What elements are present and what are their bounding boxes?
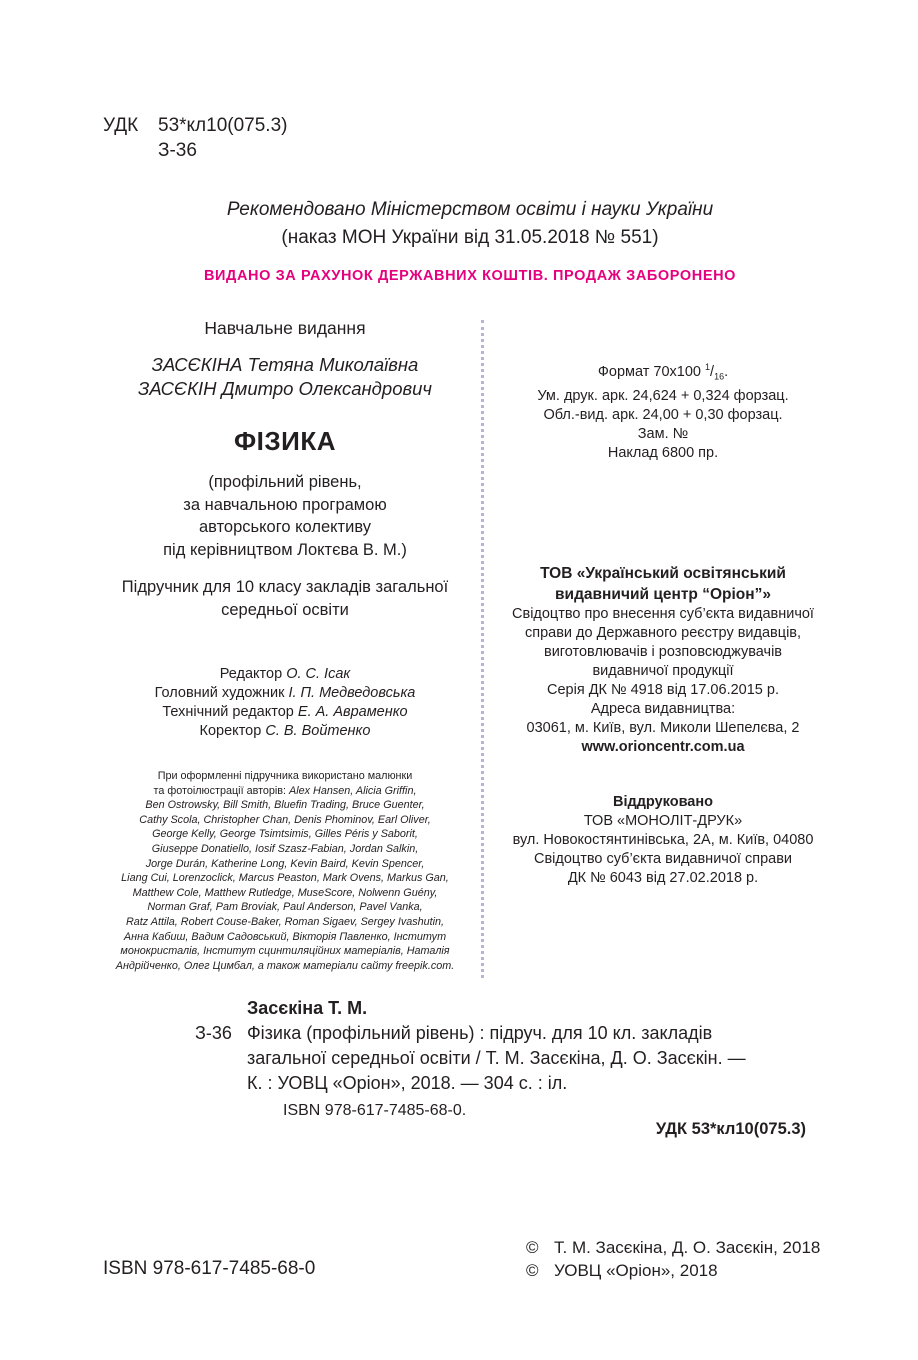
staff-name: С. В. Войтенко — [265, 723, 371, 739]
printed-label: Віддруковано — [613, 793, 713, 810]
format-line: Формат 70х100 $^1/_{16}$. — [597, 362, 729, 382]
format-numerator: 1 — [705, 362, 711, 372]
staff-role: Коректор — [199, 723, 262, 739]
credits-line: Matthew Cole, Matthew Rutledge, MuseScore, Nolwenn Guény, — [132, 886, 438, 899]
publisher-name — [488, 563, 838, 605]
card-line: К. : УОВЦ «Оріон», 2018. — 304 с. : іл. — [247, 1073, 568, 1093]
recommendation-order: (наказ МОН України від 31.05.2018 № 551) — [281, 227, 659, 248]
recommendation — [140, 196, 800, 252]
udk-label: УДК — [103, 115, 139, 136]
credits-line: монокристалів, Інститут сцинтиляційних матеріалів, Наталія — [120, 945, 450, 958]
copyright-line — [526, 1259, 820, 1282]
footer-isbn: ISBN 978-617-7485-68-0 — [103, 1258, 316, 1279]
book-title: ФІЗИКА — [233, 426, 337, 456]
credits-intro-2: та фотоілюстрації авторів: — [153, 784, 287, 797]
format-suffix: . — [724, 363, 729, 380]
staff-row — [90, 722, 480, 741]
printer-line: Свідоцтво суб’єкта видавничої справи — [533, 850, 792, 867]
staff-role: Технічний редактор — [162, 704, 294, 720]
staff-role: Редактор — [219, 666, 283, 682]
udk-top-block — [103, 113, 287, 163]
credits-line: Ben Ostrowsky, Bill Smith, Bluefin Trading, Bruce Guenter, — [145, 799, 425, 812]
printer-line: ТОВ «МОНОЛІТ-ДРУК» — [583, 812, 743, 829]
credits-line: Cathy Scola, Christopher Chan, Denis Phominov, Earl Oliver, — [139, 813, 431, 826]
card-isbn: ISBN 978-617-7485-68-0. — [283, 1102, 467, 1119]
publisher-info-line: Адреса видавництва: — [590, 700, 736, 717]
credits-line: Jorge Durán, Katherine Long, Kevin Baird, Kevin Spencer, — [145, 857, 425, 870]
card-udk: УДК 53*кл10(075.3) — [655, 1120, 806, 1138]
column-divider — [481, 320, 484, 978]
recommendation-line: Рекомендовано Міністерством освіти і науки України — [226, 199, 714, 220]
copyright-block — [526, 1236, 820, 1282]
left-column — [90, 318, 480, 973]
printer-line: вул. Новокостянтинівська, 2А, м. Київ, 04080 — [512, 831, 814, 848]
card-author: Засєкіна Т. М. — [247, 998, 368, 1018]
spec-line: Ум. друк. арк. 24,624 + 0,324 форзац. — [537, 387, 789, 404]
credits-names: Alex Hansen, Alicia Griffin, — [289, 784, 417, 797]
purpose-line: середньої освіти — [221, 600, 349, 619]
credits-line: Liang Cui, Lorenzoclick, Marcus Peaston, Mark Ovens, Markus Gan, — [121, 872, 449, 885]
printer-block — [488, 793, 838, 888]
publisher-info-line: 03061, м. Київ, вул. Миколи Шепелєва, 2 — [526, 719, 800, 736]
copyright-symbol: © — [526, 1261, 539, 1280]
edition-type: Навчальне видання — [204, 318, 366, 338]
purpose-line: Підручник для 10 класу закладів загальної — [121, 578, 449, 596]
staff-row — [90, 684, 480, 703]
staff-row — [90, 665, 480, 684]
subtitle-line: під керівництвом Локтєва В. М.) — [163, 540, 407, 559]
author-name: ЗАСЄКІН Дмитро Олександрович — [137, 378, 433, 399]
subtitle-line: (профільний рівень, — [208, 473, 362, 491]
print-specs — [488, 358, 838, 463]
publisher-info-line: Серія ДК № 4918 від 17.06.2015 р. — [547, 681, 779, 698]
spec-line: Зам. № — [637, 425, 689, 442]
card-line: Фізика (профільний рівень) : підруч. для 10 кл. закладів — [247, 1023, 713, 1043]
publisher-info-line: виготовлювачів і розповсюджувачів — [543, 643, 783, 660]
copyright-line — [526, 1236, 820, 1259]
credits-line: Ratz Attila, Robert Couse-Baker, Roman Sigaev, Sergey Ivashutin, — [125, 915, 445, 928]
right-column — [488, 358, 838, 888]
format-text: Формат 70х100 — [597, 363, 706, 380]
card-row — [195, 1021, 835, 1096]
credits-line: Анна Кабиш, Вадим Садовський, Вікторія Павленко, Інститут — [123, 930, 447, 943]
author-name: ЗАСЄКІНА Тетяна Миколаївна — [151, 354, 419, 375]
credits-line: George Kelly, George Tsimtsimis, Gilles Péris y Saborit, — [152, 828, 418, 841]
printer-line: ДК № 6043 від 27.02.2018 р. — [567, 869, 759, 886]
format-denominator: 16 — [714, 371, 725, 382]
publisher-info-line: справи до Державного реєстру видавців, — [524, 624, 802, 641]
card-description — [247, 1021, 835, 1096]
subtitle-line: за навчальною програмою — [183, 495, 387, 514]
credits-intro: При оформленні підручника використано малюнки — [157, 770, 413, 782]
illustration-credits — [90, 769, 480, 973]
credits-line — [90, 784, 480, 799]
staff-role: Головний художник — [154, 685, 285, 701]
publisher-name-line: видавничий центр “Оріон”» — [555, 585, 771, 603]
catalog-card — [195, 996, 835, 1123]
credits-line: Norman Graf, Pam Broviak, Paul Anderson, Pavel Vanka, — [147, 901, 423, 914]
staff-name: О. С. Ісак — [286, 666, 351, 682]
subtitle-line: авторського колективу — [198, 518, 371, 536]
credits-line: Андрійченко, Олег Цимбал, а також матеріали сайту freepik.com. — [115, 959, 455, 972]
card-line: загальної середньої освіти / Т. М. Засєкіна, Д. О. Засєкін. — — [247, 1048, 746, 1068]
publisher-block — [488, 563, 838, 757]
copyright-holder: УОВЦ «Оріон», 2018 — [554, 1261, 718, 1280]
book-purpose — [90, 576, 480, 621]
staff-row — [90, 703, 480, 722]
publisher-info-line: видавничої продукції — [592, 662, 734, 679]
udk-code: 53*кл10(075.3) — [158, 115, 288, 136]
catalog-index: З-36 — [158, 140, 197, 161]
staff-name: Е. А. Авраменко — [297, 704, 408, 720]
publisher-info-line: Свідоцтво про внесення суб’єкта видавничої — [512, 605, 814, 622]
copyright-holder: Т. М. Засєкіна, Д. О. Засєкін, 2018 — [554, 1238, 821, 1257]
spec-line: Наклад 6800 пр. — [607, 444, 719, 461]
card-code: З-36 — [195, 1023, 232, 1043]
publisher-name-line: ТОВ «Український освітянський — [540, 564, 786, 582]
free-distribution-notice: ВИДАНО ЗА РАХУНОК ДЕРЖАВНИХ КОШТІВ. ПРОДАЖ ЗАБОРОНЕНО — [203, 268, 737, 284]
copyright-symbol: © — [526, 1238, 539, 1257]
spec-line: Обл.-вид. арк. 24,00 + 0,30 форзац. — [543, 406, 783, 423]
staff-name: І. П. Медведовська — [288, 685, 416, 701]
staff-list — [90, 665, 480, 741]
publisher-website: www.orioncentr.com.ua — [581, 738, 745, 755]
credits-line: Giuseppe Donatiello, Iosif Szasz-Fabian, Jordan Salkin, — [151, 842, 419, 855]
